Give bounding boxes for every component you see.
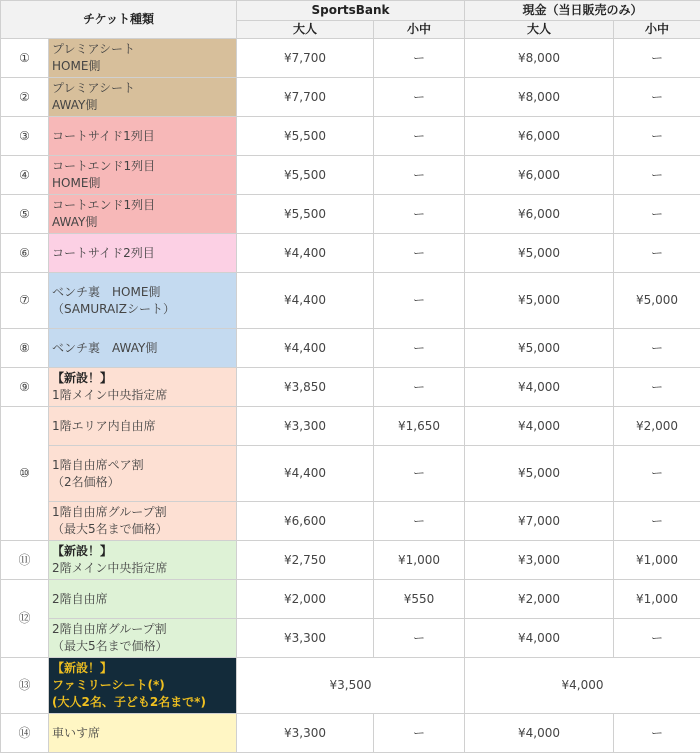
seat-name: ベンチ裏 HOME側 （SAMURAIZシート） [52, 284, 176, 316]
seat-name-cell [49, 117, 237, 156]
seat-name: コートサイド2列目 [52, 245, 155, 260]
cash-adult-price: ¥4,000 [465, 368, 614, 407]
seat-name-cell [49, 39, 237, 78]
sb-child-price: ¥1,650 [374, 407, 465, 446]
sb-adult-price: ¥6,600 [237, 502, 374, 541]
sb-child-price: ー [374, 117, 465, 156]
sb-child-price: ー [374, 714, 465, 753]
cash-child-price: ー [614, 39, 700, 78]
table-row [1, 502, 700, 541]
seat-name-cell [49, 329, 237, 368]
table-row [1, 39, 700, 78]
row-number: ⑬ [1, 658, 49, 714]
cash-child-price: ー [614, 78, 700, 117]
seat-name-cell [49, 446, 237, 502]
cash-child-price: ¥5,000 [614, 273, 700, 329]
seat-name-cell [49, 502, 237, 541]
header-sportsbank: SportsBank [237, 1, 465, 21]
row-number: ⑨ [1, 368, 49, 407]
sb-child-price: ー [374, 39, 465, 78]
row-number: ⑫ [1, 580, 49, 658]
seat-name: コートエンド1列目 AWAY側 [52, 198, 156, 229]
cash-child-price: ー [614, 195, 700, 234]
seat-name: 2階自由席 [52, 591, 108, 606]
seat-name: 車いす席 [52, 725, 101, 740]
row-number: ④ [1, 156, 49, 195]
row-number: ⑧ [1, 329, 49, 368]
seat-name-cell [49, 273, 237, 329]
cash-adult-price: ¥5,000 [465, 329, 614, 368]
cash-adult-price: ¥6,000 [465, 117, 614, 156]
seat-name-cell [49, 619, 237, 658]
cash-family-price: ¥4,000 [465, 658, 700, 714]
seat-name-cell [49, 368, 237, 407]
cash-adult-price: ¥6,000 [465, 195, 614, 234]
cash-child-price: ー [614, 368, 700, 407]
sb-adult-price: ¥4,400 [237, 273, 374, 329]
seat-name: コートエンド1列目 HOME側 [52, 159, 156, 190]
sb-child-price: ー [374, 234, 465, 273]
header-cash: 現金（当日販売のみ） [465, 1, 700, 21]
sb-adult-price: ¥4,400 [237, 234, 374, 273]
seat-name: 【新設！】 ファミリーシート(*) (大人2名、子ども2名まで*) [52, 661, 206, 709]
cash-adult-price: ¥2,000 [465, 580, 614, 619]
table-row [1, 78, 700, 117]
row-number: ⑥ [1, 234, 49, 273]
seat-name-cell [49, 234, 237, 273]
cash-adult-price: ¥4,000 [465, 619, 614, 658]
row-number: ③ [1, 117, 49, 156]
seat-name: 2階メイン中央指定席 [52, 561, 168, 575]
sb-child-price: ー [374, 446, 465, 502]
sb-adult-price: ¥2,750 [237, 541, 374, 580]
seat-name: 1階メイン中央指定席 [52, 388, 168, 402]
table-row [1, 541, 700, 580]
sb-child-price: ー [374, 368, 465, 407]
row-number: ⑪ [1, 541, 49, 580]
sb-adult-price: ¥2,000 [237, 580, 374, 619]
header-sb-adult: 大人 [237, 21, 374, 39]
cash-adult-price: ¥4,000 [465, 714, 614, 753]
seat-name: 1階エリア内自由席 [52, 418, 156, 433]
seat-name: 1階自由席グループ割 （最大5名まで価格） [52, 505, 168, 536]
seat-name: コートサイド1列目 [52, 128, 155, 143]
cash-child-price: ー [614, 329, 700, 368]
sb-child-price: ー [374, 78, 465, 117]
header-ticket-type: チケット種類 [1, 1, 237, 39]
seat-name-cell [49, 156, 237, 195]
seat-name-cell [49, 580, 237, 619]
cash-child-price: ー [614, 502, 700, 541]
cash-child-price: ー [614, 446, 700, 502]
header-cash-child: 小中 [614, 21, 700, 39]
sb-family-price: ¥3,500 [237, 658, 465, 714]
sb-adult-price: ¥3,300 [237, 407, 374, 446]
table-row [1, 117, 700, 156]
sb-child-price: ー [374, 619, 465, 658]
table-row [1, 329, 700, 368]
table-row [1, 273, 700, 329]
table-row [1, 619, 700, 658]
seat-name-cell [49, 407, 237, 446]
new-badge: 【新設！】 [52, 371, 113, 385]
sb-child-price: ¥1,000 [374, 541, 465, 580]
row-number: ② [1, 78, 49, 117]
table-row [1, 368, 700, 407]
new-badge: 【新設！】 [52, 544, 113, 558]
cash-adult-price: ¥5,000 [465, 446, 614, 502]
row-number: ⑦ [1, 273, 49, 329]
seat-name: プレミアシート AWAY側 [52, 81, 136, 112]
cash-adult-price: ¥5,000 [465, 234, 614, 273]
table-row [1, 580, 700, 619]
table-row [1, 407, 700, 446]
sb-adult-price: ¥5,500 [237, 117, 374, 156]
sb-child-price: ー [374, 156, 465, 195]
sb-child-price: ー [374, 329, 465, 368]
seat-name-cell [49, 78, 237, 117]
header-sb-child: 小中 [374, 21, 465, 39]
seat-name: ベンチ裏 AWAY側 [52, 340, 158, 355]
seat-name-cell [49, 714, 237, 753]
seat-name-cell [49, 658, 237, 714]
cash-adult-price: ¥8,000 [465, 78, 614, 117]
row-number: ⑭ [1, 714, 49, 753]
cash-adult-price: ¥8,000 [465, 39, 614, 78]
sb-child-price: ー [374, 195, 465, 234]
sb-adult-price: ¥3,300 [237, 619, 374, 658]
sb-adult-price: ¥3,850 [237, 368, 374, 407]
sb-adult-price: ¥4,400 [237, 446, 374, 502]
cash-adult-price: ¥7,000 [465, 502, 614, 541]
cash-child-price: ー [614, 117, 700, 156]
table-row [1, 658, 700, 714]
sb-child-price: ー [374, 273, 465, 329]
cash-child-price: ー [614, 156, 700, 195]
cash-child-price: ー [614, 234, 700, 273]
sb-adult-price: ¥7,700 [237, 39, 374, 78]
sb-adult-price: ¥7,700 [237, 78, 374, 117]
seat-name: 1階自由席ペア割 （2名価格） [52, 457, 144, 489]
cash-child-price: ¥1,000 [614, 541, 700, 580]
header-cash-adult: 大人 [465, 21, 614, 39]
row-number: ① [1, 39, 49, 78]
sb-child-price: ¥550 [374, 580, 465, 619]
cash-adult-price: ¥6,000 [465, 156, 614, 195]
row-number: ⑩ [1, 407, 49, 541]
seat-name-cell [49, 195, 237, 234]
sb-adult-price: ¥5,500 [237, 195, 374, 234]
cash-adult-price: ¥3,000 [465, 541, 614, 580]
seat-name: プレミアシート HOME側 [52, 42, 136, 73]
table-row [1, 714, 700, 753]
seat-name: 2階自由席グループ割 （最大5名まで価格） [52, 622, 168, 653]
sb-child-price: ー [374, 502, 465, 541]
table-row [1, 446, 700, 502]
sb-adult-price: ¥5,500 [237, 156, 374, 195]
sb-adult-price: ¥3,300 [237, 714, 374, 753]
row-number: ⑤ [1, 195, 49, 234]
cash-child-price: ¥1,000 [614, 580, 700, 619]
table-row [1, 156, 700, 195]
sb-adult-price: ¥4,400 [237, 329, 374, 368]
cash-adult-price: ¥4,000 [465, 407, 614, 446]
table-row [1, 234, 700, 273]
cash-child-price: ー [614, 714, 700, 753]
cash-adult-price: ¥5,000 [465, 273, 614, 329]
cash-child-price: ー [614, 619, 700, 658]
seat-name-cell [49, 541, 237, 580]
table-row [1, 195, 700, 234]
cash-child-price: ¥2,000 [614, 407, 700, 446]
